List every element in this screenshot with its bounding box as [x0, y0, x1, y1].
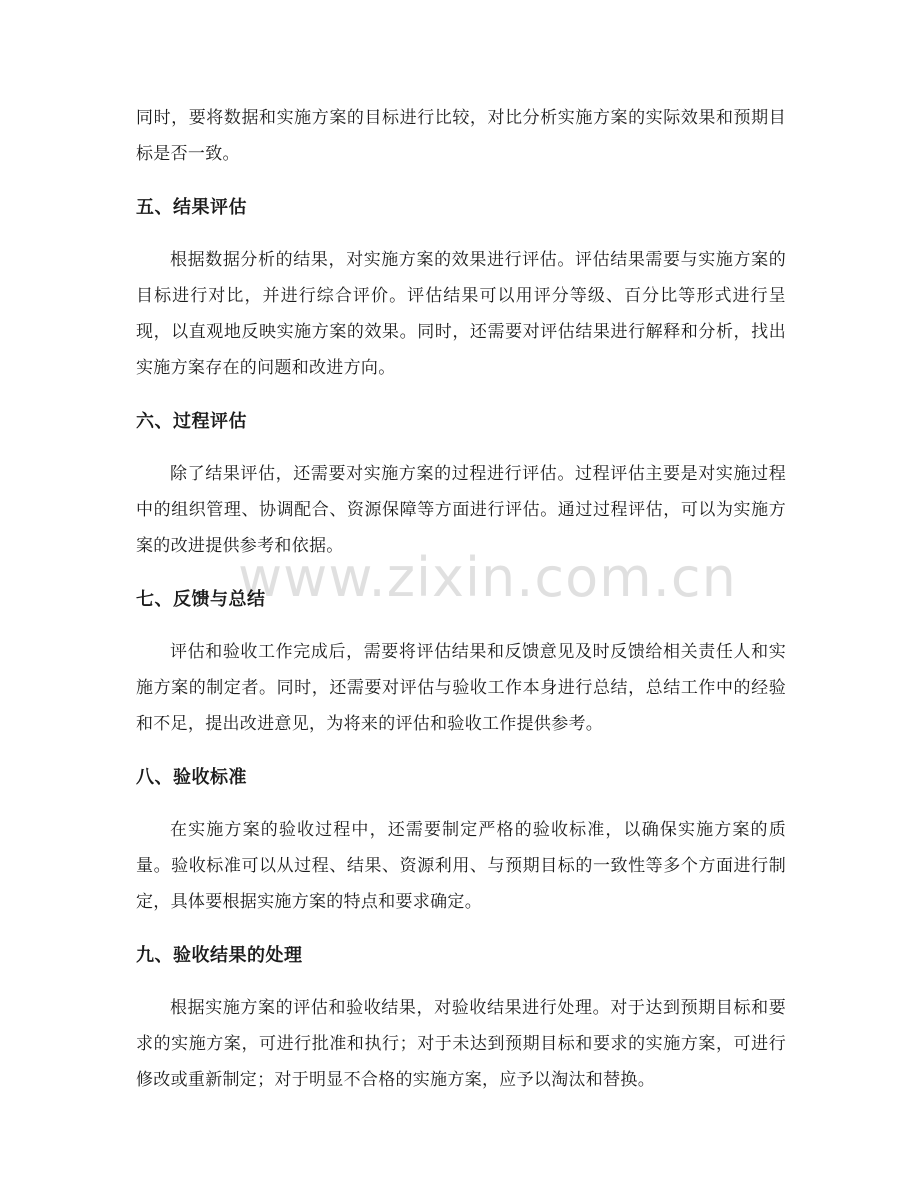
section-heading-8: 八、验收标准: [136, 767, 247, 788]
section-body-5: 根据数据分析的结果，对实施方案的效果进行评估。评估结果需要与实施方案的目标进行对比，并进行综合评价。评估结果可以用评分等级、百分比等形式进行呈现，以直观地反映实施方案的效果。同时，还需要对评估结果进行解释和分析，找出实施方案存在的问题和改进方向。: [136, 250, 786, 378]
intro-paragraph: 同时，要将数据和实施方案的目标进行比较，对比分析实施方案的实际效果和预期目标是否一致。: [136, 108, 786, 164]
section-body-9: 根据实施方案的评估和验收结果，对验收结果进行处理。对于达到预期目标和要求的实施方案，可进行批准和执行；对于未达到预期目标和要求的实施方案，可进行修改或重新制定；对于明显不合格的实施方案，应予以淘汰和替换。: [136, 998, 786, 1090]
section-heading-7: 七、反馈与总结: [136, 589, 266, 610]
section-body-6: 除了结果评估，还需要对实施方案的过程进行评估。过程评估主要是对实施过程中的组织管理、协调配合、资源保障等方面进行评估。通过过程评估，可以为实施方案的改进提供参考和依据。: [136, 464, 786, 556]
watermark: www.zixin.com.cn: [238, 546, 737, 609]
section-body-7: 评估和验收工作完成后，需要将评估结果和反馈意见及时反馈给相关责任人和实施方案的制定者。同时，还需要对评估与验收工作本身进行总结，总结工作中的经验和不足，提出改进意见，为将来的评估和验收工作提供参考。: [136, 642, 786, 734]
section-heading-6: 六、过程评估: [136, 411, 247, 432]
section-heading-9: 九、验收结果的处理: [136, 945, 303, 966]
section-heading-5: 五、结果评估: [136, 197, 247, 218]
section-body-8: 在实施方案的验收过程中，还需要制定严格的验收标准，以确保实施方案的质量。验收标准可以从过程、结果、资源利用、与预期目标的一致性等多个方面进行制定，具体要根据实施方案的特点和要求确定。: [136, 820, 786, 912]
